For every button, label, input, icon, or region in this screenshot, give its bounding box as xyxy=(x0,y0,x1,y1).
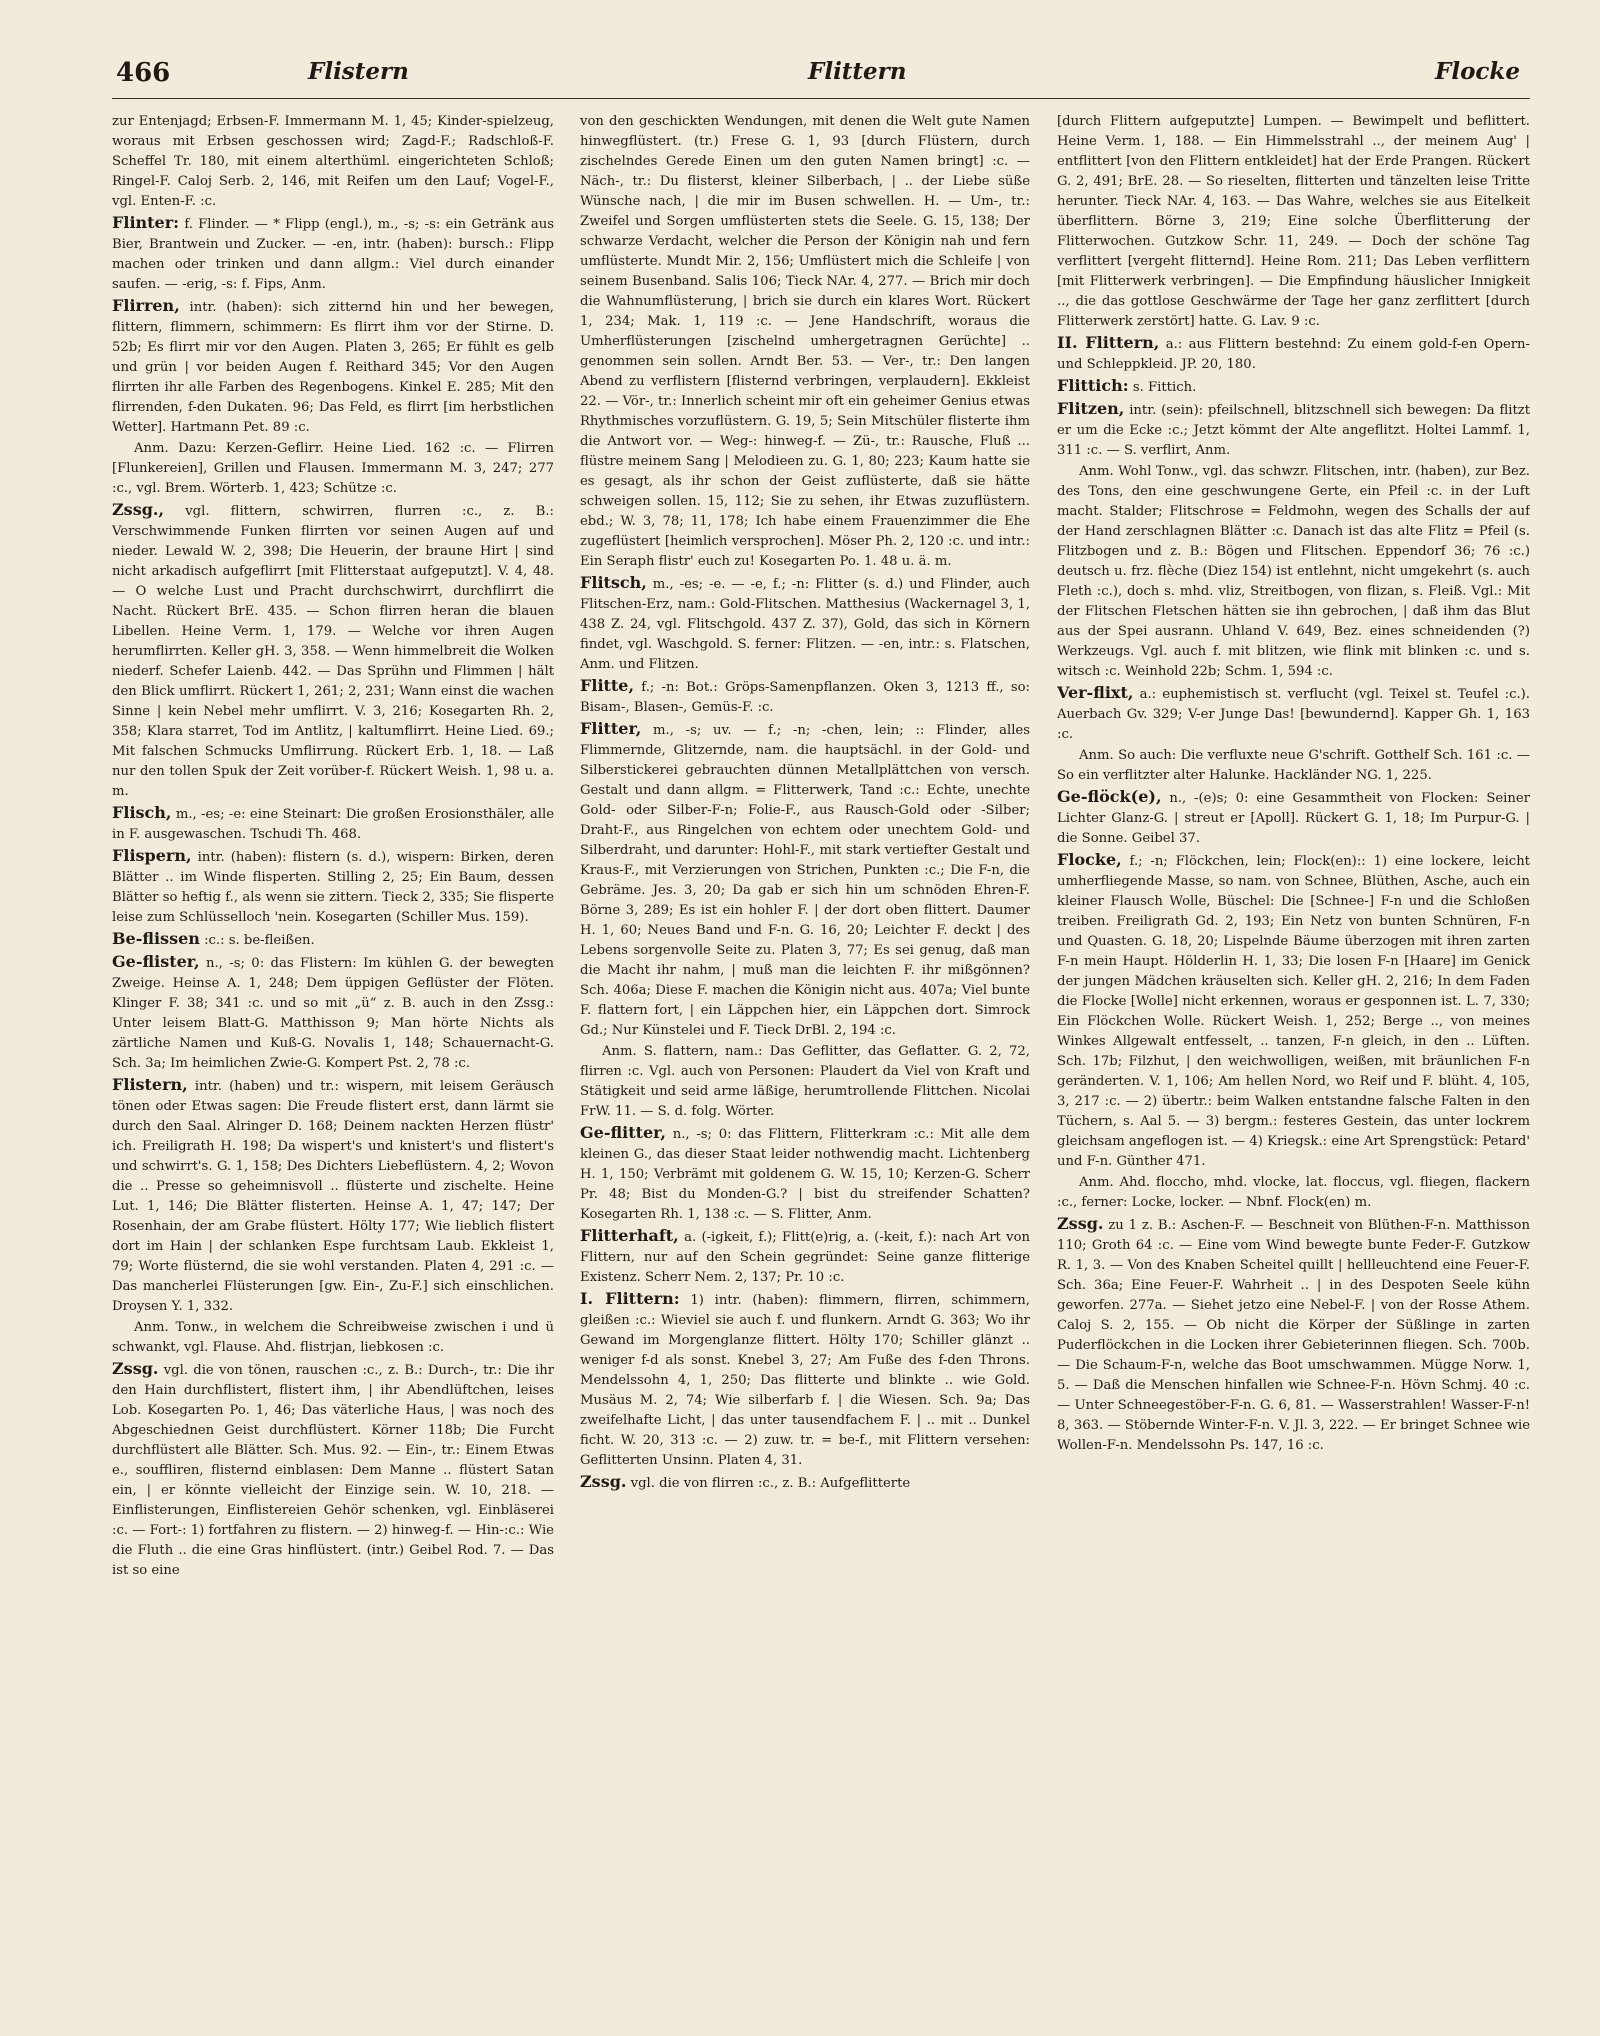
dictionary-entry xyxy=(1057,1173,1530,1213)
dictionary-entry xyxy=(580,1472,1030,1494)
entry-headword: II. Flittern, xyxy=(1057,333,1160,352)
dictionary-entry xyxy=(112,929,554,951)
entry-headword: Flisch, xyxy=(112,803,172,822)
page-header xyxy=(112,52,1530,99)
entry-text: 1) intr. (haben): flimmern, flirren, schimmern, gleißen :c.: Wieviel sie auch f. und flunkern. Arndt G. 363; Wo ihr Gewand im Morgenglanze flittert. Hölty 170; Schiller glänzt .. weniger f-d als sonst. Knebel 3, 27; Am Fuße des f-den Throns. Mendelssohn 4, 1, 250; Das flitterte und blinkte .. wie Gold. Musäus M. 2, 74; Wie silberfarb f. | die Wiesen. Sch. 9a; Das zweifelhafte Licht, | das unter tausendfachem F. | .. mit .. Dunkel ficht. W. 20, 313 :c. — 2) zuw. tr. = be-f., mit Flittern versehen: Geflitterten Unsinn. Platen 4, 31. xyxy=(580,1293,1030,1468)
entry-text: f.; -n; Flöckchen, lein; Flock(en):: 1) eine lockere, leicht umherfliegende Masse, so nam. von Schnee, Blüthen, Asche, auch ein kleiner Flausch Wolle, Büschel: Die [Schnee-] F-n und die Schloßen treiben. Freiligrath Gd. 2, 193; Ein Netz von bunten Schnüren, F-n und Quasten. G. 18, 20; Lispelnde Bäume überzogen mit ihren zarten F-n mein Haupt. Hölderlin H. 1, 33; Die losen F-n [Haare] im Genick der jungen Mädchen kräuselten sich. Keller gH. 2, 216; In dem Faden die Flocke [Wolle] nicht erkennen, woraus er gesponnen ist. L. 7, 330; Ein Flöckchen Wolle. Rückert Weish. 1, 252; Berge .., von meines Winkes Allgewalt entfesselt, .. tanzen, F-n gleich, in den .. Lüften. Sch. 17b; Filzhut, | den weichwolligen, weißen, mit bräunlichen F-n geränderten. V. 1, 106; Am hellen Nord, wo Reif und F. blüht. 4, 105, 3, 217 :c. — 2) übertr.: beim Walken entstandne falsche Falten in den Tüchern, s. Aal 5. — 3) bergm.: festeres Gestein, das unter lockrem gleichsam angeflogen ist. — 4) Kriegsk.: eine Art Sprengstück: Petard' und F-n. Günther 471. xyxy=(1057,854,1530,1169)
dictionary-entry xyxy=(112,846,554,928)
entry-headword: Flitsch, xyxy=(580,573,647,592)
dictionary-entry xyxy=(1057,683,1530,745)
entry-text: intr. (haben): flistern (s. d.), wispern: Birken, deren Blätter .. im Winde flisperten. Stilling 2, 25; Ein Baum, dessen Blätter so heftig f., als wenn sie zittern. Tieck 2, 335; Sie flisperte leise zum Schlüsselloch 'nein. Kosegarten (Schiller Mus. 159). xyxy=(112,850,554,925)
dictionary-entry xyxy=(1057,746,1530,786)
dictionary-entry xyxy=(112,213,554,295)
entry-text: Anm. Tonw., in welchem die Schreibweise zwischen i und ü schwankt, vgl. Flause. Ahd. flistrjan, liebkosen :c. xyxy=(112,1320,554,1355)
entry-text: m., -es; -e. — -e, f.; -n: Flitter (s. d.) und Flinder, auch Flitschen-Erz, nam.: Gold-Flitschen. Matthesius (Wackernagel 3, 1, 438 Z. 24, vgl. Flitschgold. 437 Z. 37), Gold, das sich in Körnern findet, vgl. Waschgold. S. ferner: Flitzen. — -en, intr.: s. Flatschen, Anm. und Flitzen. xyxy=(580,577,1030,672)
dictionary-entry xyxy=(580,1042,1030,1122)
entry-headword: Be-flissen xyxy=(112,929,200,948)
entry-text: Anm. S. flattern, nam.: Das Geflitter, das Geflatter. G. 2, 72, flirren :c. Vgl. auch von Personen: Plaudert da Viel von Kraft und Stätigkeit und seid arme läßige, herumtrollende Flittchen. Nicolai FrW. 11. — S. d. folg. Wörter. xyxy=(580,1044,1030,1119)
entry-headword: Zssg. xyxy=(580,1472,627,1491)
dictionary-entry xyxy=(112,500,554,802)
entry-text: n., -s; 0: das Flistern: Im kühlen G. der bewegten Zweige. Heinse A. 1, 248; Dem üppigen Geflüster der Flöten. Klinger F. 38; 341 :c. und so mit „ü“ z. B. auch in den Zssg.: Unter leisem Blatt-G. Matthisson 9; Man hörte Nichts als zärtliche Namen und Kuß-G. Novalis 1, 148; Schauernacht-G. Sch. 3a; Im heimlichen Zwie-G. Kompert Pst. 2, 78 :c. xyxy=(112,956,554,1071)
entry-text: vgl. die von flirren :c., z. B.: Aufgeflitterte xyxy=(630,1476,911,1491)
entry-text: :c.: s. be-fleißen. xyxy=(204,933,315,948)
entry-text: a. (-igkeit, f.); Flitt(e)rig, a. (-keit, f.): nach Art von Flittern, nur auf den Schein gegründet: Seine ganze flitterige Existenz. Scherr Nem. 2, 137; Pr. 10 :c. xyxy=(580,1230,1030,1285)
entry-headword: I. Flittern: xyxy=(580,1289,680,1308)
entry-headword: Flitzen, xyxy=(1057,399,1125,418)
entry-headword: Flispern, xyxy=(112,846,192,865)
dictionary-entry xyxy=(1057,850,1530,1172)
entry-headword: Ge-flitter, xyxy=(580,1123,666,1142)
entry-headword: Zssg. xyxy=(112,1359,159,1378)
column-left xyxy=(112,112,554,2020)
dictionary-entry xyxy=(112,296,554,438)
dictionary-entry xyxy=(580,719,1030,1041)
entry-text: f.; -n: Bot.: Gröps-Samenpflanzen. Oken 3, 1213 ff., so: Bisam-, Blasen-, Gemüs-F. :c. xyxy=(580,680,1030,715)
entry-text: m., -s; uv. — f.; -n; -chen, lein; :: Flinder, alles Flimmernde, Glitzernde, nam. die hauptsächl. in der Gold- und Silberstickerei gebrauchten dünnen Metallplättchen von versch. Gestalt und dann allgm. = Flitterwerk, Tand :c.: Echte, unechte Gold- oder Silber-F-n; Folie-F., aus Rausch-Gold oder -Silber; Draht-F., aus Ringelchen von echtem oder unechtem Gold- und Silberdraht, und darunter: Hohl-F., mit stark vertiefter Gestalt und Kraus-F., mit Verzierungen von Strichen, Punkten :c.; Die F-n, die Gebräme. Jes. 3, 20; Da gab er sich hin um schnöden Ehren-F. Börne 3, 289; Es ist ein hohler F. | der dort oben flittert. Daumer H. 1, 60; Neues Band und F-n. G. 16, 20; Leichter F. deckt | des Lebens sorgenvolle Seite zu. Platen 3, 77; Es sei genug, daß man die Macht ihr nahm, | muß man die leichten F. ihr mißgönnen? Sch. 406a; Diese F. machen die Königin nicht aus. 407a; Viel bunte F. flattern fort, | ein Läppchen hier, ein Läppchen dort. Simrock Gd.; Nur Künstelei und F. Tieck DrBl. 2, 194 :c. xyxy=(580,723,1030,1038)
entry-text: Anm. Wohl Tonw., vgl. das schwzr. Flitschen, intr. (haben), zur Bez. des Tons, den eine geschwungene Gerte, ein Pfeil :c. in der Luft macht. Stalder; Flitschrose = Feldmohn, wegen des Schalls der auf der Hand zerschlagnen Blätter :c. Danach ist das alte Flitz = Pfeil (s. Flitzbogen und z. B.: Bögen und Flitschen. Eppendorf 36; 76 :c.) deutsch u. frz. flèche (Diez 154) ist entlehnt, nicht umgekehrt (s. auch Fleth :c.), doch s. mhd. vliz, Streitbogen, von flizan, s. Fleiß. Vgl.: Mit der Flitschen Fletschen hätten sie ihn gebrochen, | daß ihm das Blut aus der Spei ausrann. Uhland V. 649, Bez. eines schneidenden (?) Werkzeugs. Vgl. auch f. mit blitzen, wie flink mit blinken :c. und s. witsch :c. Weinhold 22b; Schm. 1, 594 :c. xyxy=(1057,464,1530,679)
entry-headword: Flocke, xyxy=(1057,850,1122,869)
entry-text: intr. (sein): pfeilschnell, blitzschnell sich bewegen: Da flitzt er um die Ecke :c.; Jetzt kömmt der Alte angeflitzt. Holtei Lammf. 1, 311 :c. — S. verflirt, Anm. xyxy=(1057,403,1530,458)
header-center-word: Flittern xyxy=(808,58,907,85)
dictionary-entry xyxy=(1057,376,1530,398)
dictionary-entry xyxy=(112,1359,554,1581)
dictionary-entry xyxy=(580,676,1030,718)
dictionary-entry xyxy=(580,1123,1030,1225)
dictionary-entry xyxy=(112,952,554,1074)
entry-text: vgl. flittern, schwirren, flurren :c., z. B.: Verschwimmende Funken flirrten vor seinen Augen auf und nieder. Lewald W. 2, 398; Die Heuerin, der braune Hirt | sind nicht arkadisch aufgeflirrt [mit Flitterstaat aufgeputzt]. V. 4, 48. — O welche Lust und Pracht durchschwirrt, durchflirrt die Nacht. Rückert BrE. 435. — Schon flirren heran die blauen Libellen. Heine Verm. 1, 179. — Welche vor ihren Augen herumflirrten. Keller gH. 3, 358. — Wenn himmelbreit die Wolken niederf. Schefer Laienb. 442. — Das Sprühn und Flimmen | hält den Blick umflirrt. Rückert 1, 261; 2, 231; Wann einst die wachen Sinne | kein Nebel mehr umflirrt. V. 3, 216; Kosegarten Rh. 2, 358; Klara starret, Tod im Antlitz, | kaltumflirrt. Heine Lied. 69.; Mit falschen Schmucks Umflirrung. Rückert Erb. 1, 18. — Laß nur den tollen Spuk der Zeit vorüber-f. Rückert Weish. 1, 98 u. a. m. xyxy=(112,504,554,799)
entry-text: a.: euphemistisch st. verflucht (vgl. Teixel st. Teufel :c.). Auerbach Gv. 329; V-er Junge Das! [bewundernd]. Kapper Gh. 1, 163 :c. xyxy=(1057,687,1530,742)
entry-text: zu 1 z. B.: Aschen-F. — Beschneit von Blüthen-F-n. Matthisson 110; Groth 64 :c. — Eine vom Wind bewegte bunte Feder-F. Gutzkow R. 1, 3. — Von des Knaben Scheitel quillt | hellleuchtend eine Feuer-F. Sch. 36a; Eine Feuer-F. Wahrheit .. | in des Despoten Seele kühn geworfen. 277a. — Siehet jetzo eine Nebel-F. | von der Rosse Athem. Caloj S. 2, 155. — Ob nicht die Körper der Süßlinge in zarten Puderflöckchen in die Locken ihrer Gebieterinnen fliegen. Sch. 700b. — Die Schaum-F-n, welche das Boot umschwammen. Mügge Norw. 1, 5. — Daß die Menschen hinfallen wie Schnee-F-n. Hövn Schmj. 40 :c. — Unter Schneegestöber-F-n. G. 6, 81. — Wasserstrahlen! Wasser-F-n! 8, 363. — Stöbernde Winter-F-n. V. Jl. 3, 222. — Er bringet Schnee wie Wollen-F-n. Mendelssohn Ps. 147, 16 :c. xyxy=(1057,1218,1530,1453)
dictionary-entry xyxy=(112,1075,554,1317)
entry-text: n., -(e)s; 0: eine Gesammtheit von Flocken: Seiner Lichter Glanz-G. | streut er [Apoll]. Rückert G. 1, 18; Im Purpur-G. | die Sonne. Geibel 37. xyxy=(1057,791,1530,846)
entry-text: Anm. Ahd. floccho, mhd. vlocke, lat. floccus, vgl. fliegen, flackern :c., ferner: Locke, locker. — Nbnf. Flock(en) m. xyxy=(1057,1175,1530,1210)
dictionary-entry xyxy=(1057,1214,1530,1456)
dictionary-entry xyxy=(112,439,554,499)
dictionary-entry xyxy=(1057,399,1530,461)
dictionary-entry xyxy=(580,573,1030,675)
entry-headword: Flitte, xyxy=(580,676,635,695)
entry-text: intr. (haben) und tr.: wispern, mit leisem Geräusch tönen oder Etwas sagen: Die Freude flistert erst, dann lärmt sie durch den Saal. Alringer D. 168; Deinem nackten Herzen flüstr' ich. Freiligrath H. 198; Da wispert's und knistert's und flistert's und schwirrt's. G. 1, 158; Des Dichters Liebeflüstern. 4, 2; Wovon die .. Presse so geheimnisvoll .. flüsterte und zischelte. Heine Lut. 1, 146; Die Blätter flisterten. Heinse A. 1, 47; 147; Der Rosenhain, der am Grabe flüstert. Hölty 177; Wie lieblich flistert dort im Hain | der schlanken Espe furchtsam Laub. Ekkleist 1, 79; Worte flüsternd, die sie wohl verstanden. Platen 4, 291 :c. — Das mancherlei Flüsterungen [gw. Ein-, Zu-F.] sich einschlichen. Droysen Y. 1, 332. xyxy=(112,1079,554,1314)
entry-text: Anm. Dazu: Kerzen-Geflirr. Heine Lied. 162 :c. — Flirren [Flunkereien], Grillen und Flausen. Immermann M. 3, 247; 277 :c., vgl. Brem. Wörterb. 1, 423; Schütze :c. xyxy=(112,441,554,496)
column-middle xyxy=(580,112,1030,2020)
dictionary-entry xyxy=(580,1289,1030,1471)
dictionary-entry xyxy=(1057,462,1530,682)
entry-headword: Flinter: xyxy=(112,213,180,232)
entry-text: a.: aus Flittern bestehnd: Zu einem gold-f-en Opern- und Schleppkleid. JP. 20, 180. xyxy=(1057,337,1530,372)
entry-headword: Flirren, xyxy=(112,296,180,315)
entry-text: von den geschickten Wendungen, mit denen die Welt gute Namen hinwegflüstert. (tr.) Frese G. 1, 93 [durch Flüstern, durch zischelndes Gerede Einen um den guten Namen bringt] :c. — Näch-, tr.: Du flisterst, kleiner Silberbach, | .. der Liebe süße Wünsche nach, | die mir im Busen schwellen. H. — Um-, tr.: Zweifel und Sorgen umflüsterten stets die Seele. G. 15, 138; Der schwarze Verdacht, welcher die Person der Königin nah und fern umflüsterte. Mundt Mir. 2, 156; Umflüstert mich die Schleife | von seinem Busenband. Salis 106; Tieck NAr. 4, 277. — Brich mir doch die Wahnumflüsterung, | brich sie durch ein klares Wort. Rückert 1, 234; Mak. 1, 119 :c. — Jene Handschrift, woraus die Umherflüsterungen [zischelnd umhergetragnen Gerüchte] .. genommen sein sollen. Arndt Ber. 53. — Ver-, tr.: Den langen Abend zu verflistern [flisternd verbringen, verplaudern]. Ekkleist 22. — Vör-, tr.: Innerlich scheint mir oft ein geheimer Genius etwas Rhythmisches vorzuflüstern. G. 19, 5; Sein Mitschüler flisterte ihm die Antwort vor. — Weg-: hinweg-f. — Zü-, tr.: Rausche, Fluß ... flüstre meinem Sang | Melodieen zu. G. 1, 80; 223; Kaum hatte sie es gesagt, als ihr schon der Geist zuflüsterte, daß sie hätte schweigen sollen. 15, 112; Sie zu sehen, ihr Etwas zuzuflüstern. ebd.; W. 3, 78; 11, 178; Ich habe einem Frauenzimmer die Ehe zugeflüstert [heimlich versprochen]. Möser Ph. 2, 120 :c. und intr.: Ein Seraph flistr' euch zu! Kosegarten Po. 1. 48 u. ä. m. xyxy=(580,114,1030,569)
entry-headword: Zssg., xyxy=(112,500,165,519)
entry-headword: Ge-flister, xyxy=(112,952,200,971)
entry-text: Anm. So auch: Die verfluxte neue G'schrift. Gotthelf Sch. 161 :c. — So ein verflitzter alter Halunke. Hackländer NG. 1, 225. xyxy=(1057,748,1530,783)
entry-headword: Zssg. xyxy=(1057,1214,1104,1233)
entry-text: [durch Flittern aufgeputzte] Lumpen. — Bewimpelt und beflittert. Heine Verm. 1, 188. — Ein Himmelsstrahl .., der meinem Aug' | entflittert [von den Flittern entkleidet] hat der Erde Prangen. Rückert G. 2, 491; BrE. 28. — So rieselten, flitterten und tänzelten leise Tritte herunter. Tieck NAr. 4, 163. — Das Wahre, welches sie aus Eitelkeit überflittern. Börne 3, 219; Eine solche Überflitterung der Flitterwochen. Gutzkow Schr. 11, 249. — Doch der schöne Tag verflittert [vergeht flitternd]. Heine Rom. 211; Das Leben verflittern [mit Flitterwerk verbringen]. — Die Empfindung häuslicher Innigkeit .., die das gottlose Geschwärme der Tage her ganz zerflittert [durch Flitterwerk zerstört] hatte. G. Lav. 9 :c. xyxy=(1057,114,1530,329)
dictionary-entry xyxy=(112,1318,554,1358)
header-left-word: Flistern xyxy=(308,58,409,85)
entry-headword: Ver-flixt, xyxy=(1057,683,1134,702)
dictionary-entry xyxy=(112,803,554,845)
header-right-word: Flocke xyxy=(1435,58,1520,85)
dictionary-entry xyxy=(580,1226,1030,1288)
entry-text: n., -s; 0: das Flittern, Flitterkram :c.: Mit alle dem kleinen G., das dieser Staat leider nothwendig macht. Lichtenberg H. 1, 150; Verbrämt mit goldenem G. W. 15, 10; Kerzen-G. Scherr Pr. 48; Bist du Monden-G.? | bist du streifender Schatten? Kosegarten Rh. 1, 138 :c. — S. Flitter, Anm. xyxy=(580,1127,1030,1222)
dictionary-entry xyxy=(580,112,1030,572)
entry-headword: Flitter, xyxy=(580,719,642,738)
dictionary-entry xyxy=(1057,787,1530,849)
dictionary-entry xyxy=(1057,333,1530,375)
entry-headword: Ge-flöck(e), xyxy=(1057,787,1162,806)
column-right xyxy=(1057,112,1530,2020)
entry-headword: Flistern, xyxy=(112,1075,188,1094)
dictionary-entry xyxy=(1057,112,1530,332)
entry-text: m., -es; -e: eine Steinart: Die großen Erosionsthäler, alle in F. ausgewaschen. Tschudi Th. 468. xyxy=(112,807,554,842)
entry-text: intr. (haben): sich zitternd hin und her bewegen, flittern, flimmern, schimmern: Es flirrt ihm vor der Stirne. D. 52b; Es flirrt mir vor den Augen. Platen 3, 265; Er fühlt es gelb und grün | vor beiden Augen f. Reithard 345; Vor den Augen flirrten ihr alle Farben des Regenbogens. Kinkel E. 285; Mit den flirrenden, f-den Dukaten. 96; Das Feld, es flirrt [im herbstlichen Wetter]. Hartmann Pet. 89 :c. xyxy=(112,300,554,435)
page-number: 466 xyxy=(116,58,171,88)
entry-headword: Flitterhaft, xyxy=(580,1226,679,1245)
dictionary-entry xyxy=(112,112,554,212)
entry-headword: Flittich: xyxy=(1057,376,1129,395)
entry-text: vgl. die von tönen, rauschen :c., z. B.: Durch-, tr.: Die ihr den Hain durchflistert, flistert ihm, | ihr Abendlüftchen, leises Lob. Kosegarten Po. 1, 46; Das väterliche Haus, | was noch des Abgeschiednen Geist durchflüstert. Körner 118b; Die Furcht durchflüstert alle Blätter. Sch. Mus. 92. — Ein-, tr.: Einem Etwas e., souffliren, flisternd einblasen: Dem Manne .. flüstert Satan ein, | er könnte vielleicht der Einzige sein. W. 10, 218. — Einflisterungen, Einflistereien Gehör schenken, vgl. Einbläserei :c. — Fort-: 1) fortfahren zu flistern. — 2) hinweg-f. — Hin-:c.: Wie die Fluth .. die eine Gras hinflüstert. (intr.) Geibel Rod. 7. — Das ist so eine xyxy=(112,1363,554,1578)
entry-text: s. Fittich. xyxy=(1132,380,1197,395)
entry-text: f. Flinder. — * Flipp (engl.), m., -s; -s: ein Getränk aus Bier, Brantwein und Zucker. — -en, intr. (haben): bursch.: Flipp machen oder trinken und dann allgm.: Viel durch einander saufen. — -erig, -s: f. Fips, Anm. xyxy=(112,217,554,292)
entry-text: zur Entenjagd; Erbsen-F. Immermann M. 1, 45; Kinder-spielzeug, woraus mit Erbsen geschossen wird; Zagd-F.; Radschloß-F. Scheffel Tr. 180, mit einem alterthüml. eingerichteten Schloß; Ringel-F. Caloj Serb. 2, 146, mit Reifen um den Lauf; Vogel-F., vgl. Enten-F. :c. xyxy=(112,114,554,209)
